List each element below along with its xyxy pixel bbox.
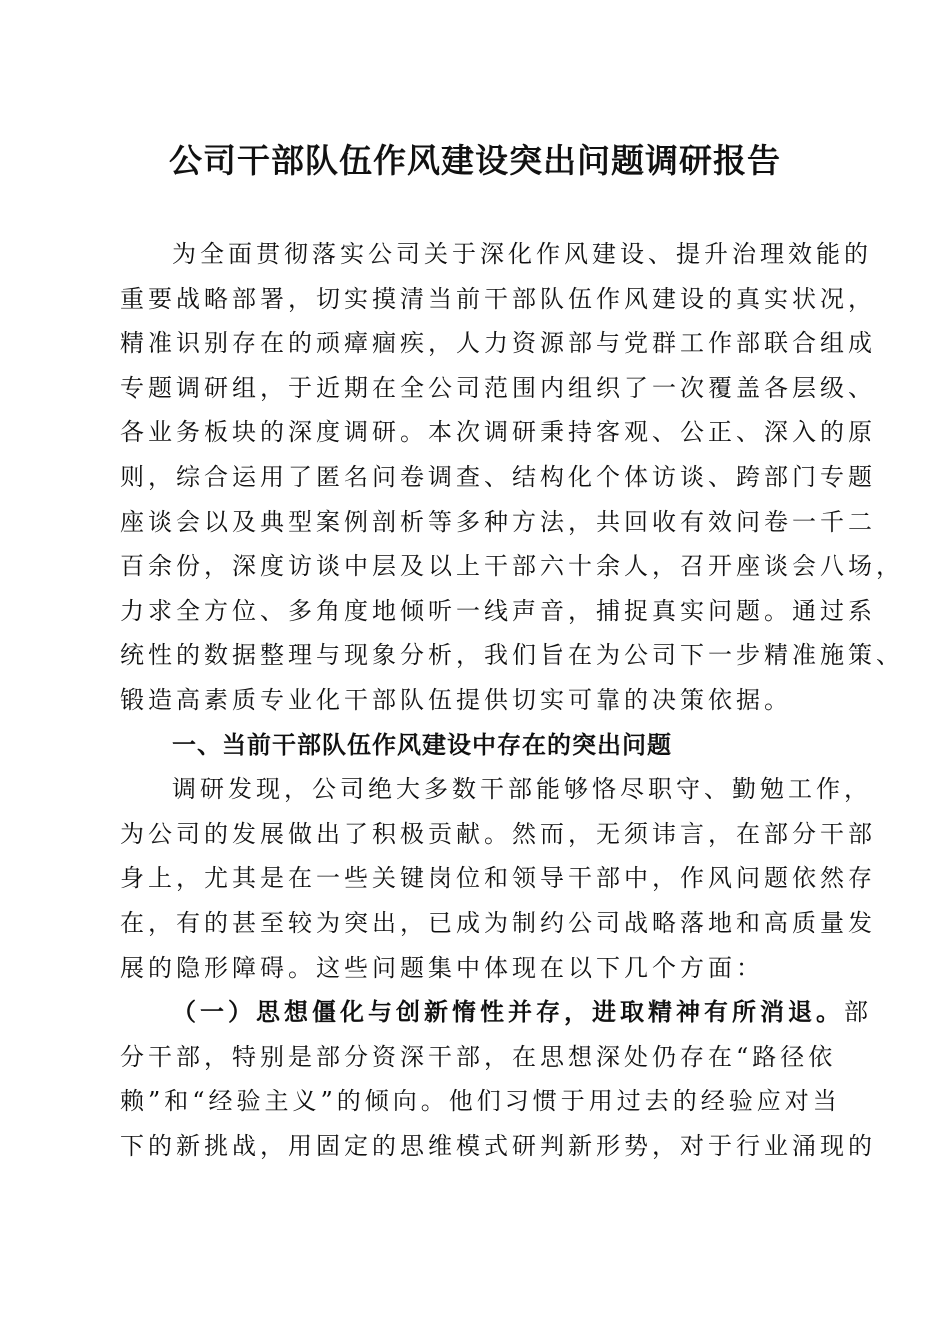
section-line: 为公司的发展做出了积极贡献。然而，无须讳言，在部分干部 (120, 819, 876, 848)
document-body (120, 232, 904, 1168)
intro-line: 百余份，深度访谈中层及以上干部六十余人，召开座谈会八场， (120, 552, 904, 581)
subsection-line: 下的新挑战，用固定的思维模式研判新形势，对于行业涌现的 (120, 1131, 876, 1160)
intro-line: 则，综合运用了匿名问卷调查、结构化个体访谈、跨部门专题 (120, 462, 876, 491)
intro-line: 精准识别存在的顽瘴痼疾，人力资源部与党群工作部联合组成 (120, 329, 876, 358)
subsection-first-tail: 部 (844, 998, 872, 1027)
section-line: 展的隐形障碍。这些问题集中体现在以下几个方面： (120, 953, 764, 982)
section-line: 调研发现，公司绝大多数干部能够恪尽职守、勤勉工作， (172, 775, 872, 804)
intro-line: 为全面贯彻落实公司关于深化作风建设、提升治理效能的 (172, 240, 872, 268)
subsection-line: 分干部，特别是部分资深干部，在思想深处仍存在“路径依 (120, 1042, 837, 1071)
subsection-first-line (120, 990, 872, 1035)
section-line: 在，有的甚至较为突出，已成为制约公司战略落地和高质量发 (120, 908, 876, 937)
document-title: 公司干部队伍作风建设突出问题调研报告 (169, 141, 781, 180)
intro-line: 座谈会以及典型案例剖析等多种方法，共回收有效问卷一千二 (120, 507, 876, 536)
section-line: 身上，尤其是在一些关键岗位和领导干部中，作风问题依然存 (120, 864, 876, 893)
intro-line: 重要战略部署，切实摸清当前干部队伍作风建设的真实状况， (120, 284, 876, 313)
intro-line: 力求全方位、多角度地倾听一线声音，捕捉真实问题。通过系 (120, 596, 876, 625)
intro-line: 专题调研组，于近期在全公司范围内组织了一次覆盖各层级、 (120, 373, 876, 402)
subsection-line: 赖”和“经验主义”的倾向。他们习惯于用过去的经验应对当 (120, 1087, 841, 1116)
intro-line: 各业务板块的深度调研。本次调研秉持客观、公正、深入的原 (120, 418, 876, 447)
intro-line: 锻造高素质专业化干部队伍提供切实可靠的决策依据。 (120, 685, 792, 714)
section-heading: 一、当前干部队伍作风建设中存在的突出问题 (172, 730, 672, 759)
subsection-heading: （一）思想僵化与创新惰性并存，进取精神有所消退。 (172, 997, 844, 1027)
intro-line: 统性的数据整理与现象分析，我们旨在为公司下一步精准施策、 (120, 641, 904, 670)
